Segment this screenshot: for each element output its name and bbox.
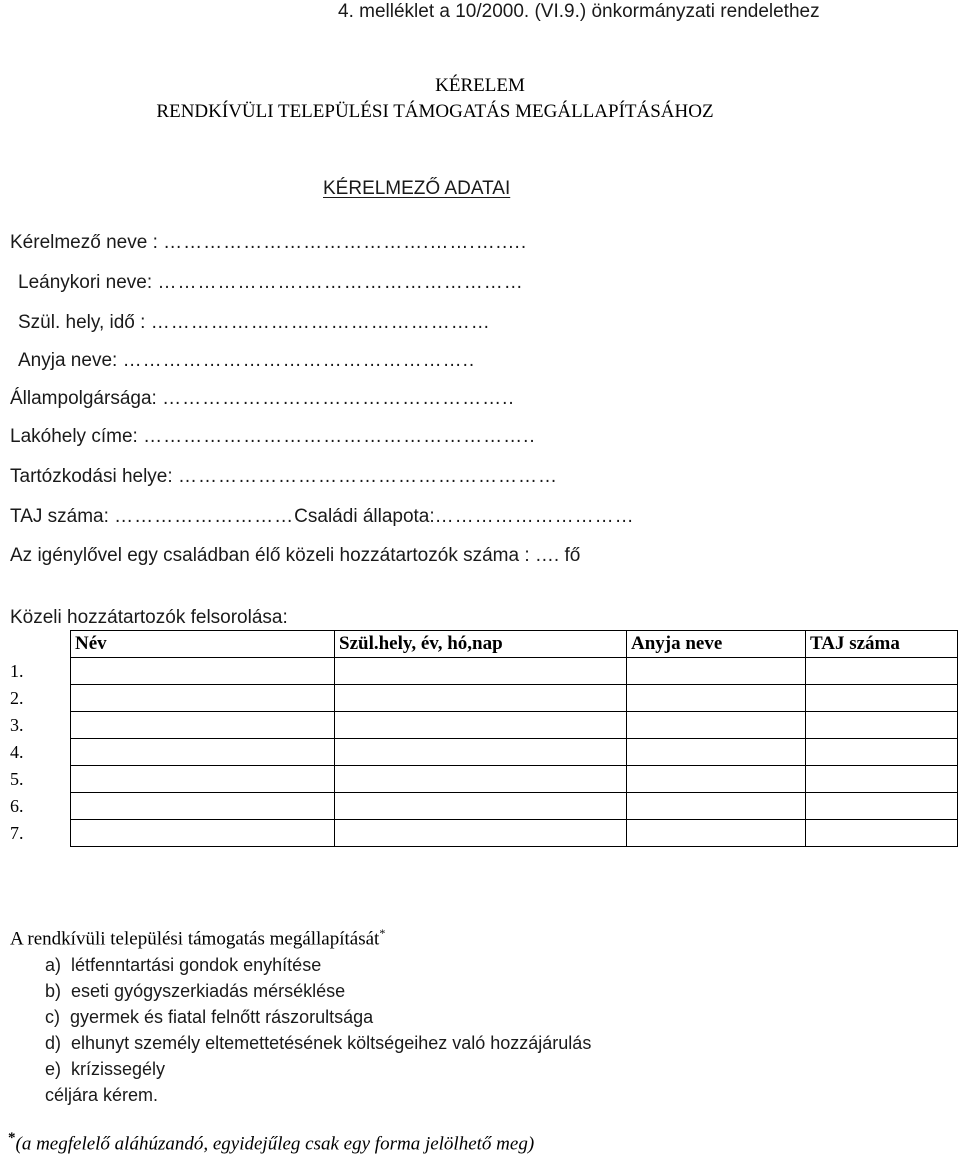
table-row (8, 658, 958, 685)
relatives-header-row (8, 631, 958, 658)
table-row (8, 793, 958, 820)
cell-taj (806, 766, 958, 793)
row-number: 5. (8, 766, 71, 793)
cell-birth (335, 739, 627, 766)
table-row (8, 820, 958, 847)
row-number: 1. (8, 658, 71, 685)
cell-name (71, 766, 335, 793)
annex-reference: 4. melléklet a 10/2000. (VI.9.) önkormányzati rendelethez (338, 1, 820, 22)
field-dots: …………………………………………… (150, 312, 491, 333)
cell-taj (806, 712, 958, 739)
list-item (45, 1056, 591, 1082)
column-header-mother: Anyja neve (627, 631, 806, 658)
section-title-applicant: KÉRELMEZŐ ADATAI (323, 178, 511, 199)
relatives-title: Közeli hozzátartozók felsorolása: (10, 607, 288, 628)
field-dots-marital-status: ………………………… (434, 506, 635, 527)
field-dots: …………………………………………….. (162, 388, 515, 409)
cell-birth (335, 820, 627, 847)
cell-mother (627, 766, 806, 793)
field-label: Anyja neve: (18, 350, 118, 371)
request-intro-text: A rendkívüli települési támogatás megállapítását (10, 928, 380, 950)
list-item (45, 978, 591, 1004)
cell-birth (335, 712, 627, 739)
field-dots: …. fő (534, 545, 581, 566)
cell-taj (806, 820, 958, 847)
field-citizenship (10, 388, 515, 410)
cell-mother (627, 658, 806, 685)
row-number: 2. (8, 685, 71, 712)
field-residence-address (10, 426, 536, 448)
cell-mother (627, 712, 806, 739)
field-dots: ………………………………………………… (177, 466, 558, 487)
field-label: Állampolgársága: (10, 388, 157, 409)
option-text: eseti gyógyszerkiadás mérséklése (71, 981, 346, 1001)
cell-name (71, 793, 335, 820)
cell-mother (627, 739, 806, 766)
cell-birth (335, 766, 627, 793)
field-label-marital-status: Családi állapota: (294, 506, 435, 527)
field-dots: ………………………………………………….. (143, 426, 536, 447)
list-item (45, 1030, 591, 1056)
relatives-table (8, 630, 958, 847)
field-label-taj: TAJ száma: (10, 506, 109, 527)
field-label: Lakóhely címe: (10, 426, 138, 447)
field-taj-marital (10, 506, 635, 528)
table-row (8, 739, 958, 766)
cell-name (71, 712, 335, 739)
cell-birth (335, 793, 627, 820)
table-row (8, 685, 958, 712)
cell-taj (806, 793, 958, 820)
request-closing: céljára kérem. (45, 1085, 159, 1105)
column-header-taj: TAJ száma (806, 631, 958, 658)
field-label: Szül. hely, idő : (18, 312, 146, 333)
cell-name (71, 658, 335, 685)
field-label: Az igénylővel egy családban élő közeli hozzátartozók száma : (10, 545, 530, 566)
field-mother-name (18, 350, 475, 372)
column-header-name: Név (71, 631, 335, 658)
cell-taj (806, 658, 958, 685)
row-number: 6. (8, 793, 71, 820)
option-letter: a) (45, 955, 62, 975)
request-intro (10, 926, 385, 950)
cell-name (71, 739, 335, 766)
header-number-cell (8, 631, 71, 658)
field-label: Kérelmező neve : (10, 232, 158, 253)
field-dots: ………………….…………………………… (157, 272, 524, 293)
cell-mother (627, 685, 806, 712)
footnote-mark: * (8, 1130, 16, 1146)
option-letter: d) (45, 1033, 62, 1053)
field-household-count (10, 545, 580, 567)
footnote-text: (a megfelelő aláhúzandó, egyidejűleg csak egy forma jelölhető meg) (15, 1133, 535, 1155)
option-letter: b) (45, 981, 62, 1001)
cell-name (71, 685, 335, 712)
option-text: krízissegély (71, 1059, 166, 1079)
field-label: Tartózkodási helye: (10, 466, 173, 487)
document-title: KÉRELEM (435, 75, 525, 96)
option-text: elhunyt személy eltemettetésének költségeihez való hozzájárulás (71, 1033, 592, 1053)
option-letter: e) (45, 1059, 62, 1079)
request-options (45, 952, 591, 1108)
field-place-of-stay (10, 466, 558, 488)
table-row (8, 712, 958, 739)
row-number: 3. (8, 712, 71, 739)
document-subtitle: RENDKÍVÜLI TELEPÜLÉSI TÁMOGATÁS MEGÁLLAPÍTÁSÁHOZ (156, 101, 714, 122)
cell-taj (806, 739, 958, 766)
table-row (8, 766, 958, 793)
list-item (45, 952, 591, 978)
field-label: Leánykori neve: (18, 272, 153, 293)
cell-birth (335, 685, 627, 712)
field-dots: …………………………………………….. (122, 350, 476, 371)
request-options-list (45, 952, 591, 1108)
column-header-birth: Szül.hely, év, hó,nap (335, 631, 627, 658)
cell-birth (335, 658, 627, 685)
row-number: 7. (8, 820, 71, 847)
list-item (45, 1004, 591, 1030)
cell-mother (627, 820, 806, 847)
option-text: létfenntartási gondok enyhítése (71, 955, 322, 975)
cell-name (71, 820, 335, 847)
cell-mother (627, 793, 806, 820)
field-birth-place-date (18, 312, 491, 334)
footnote (8, 1130, 534, 1155)
row-number: 4. (8, 739, 71, 766)
option-text: gyermek és fiatal felnőtt rászorultsága (70, 1007, 374, 1027)
field-dots-taj: ……………………… (114, 506, 295, 527)
field-applicant-name (10, 232, 527, 254)
request-intro-footnote-mark: * (379, 926, 386, 940)
field-dots: ………………………………….…….…..... (163, 232, 528, 253)
option-letter: c) (45, 1007, 60, 1027)
field-maiden-name (18, 272, 524, 294)
cell-taj (806, 685, 958, 712)
